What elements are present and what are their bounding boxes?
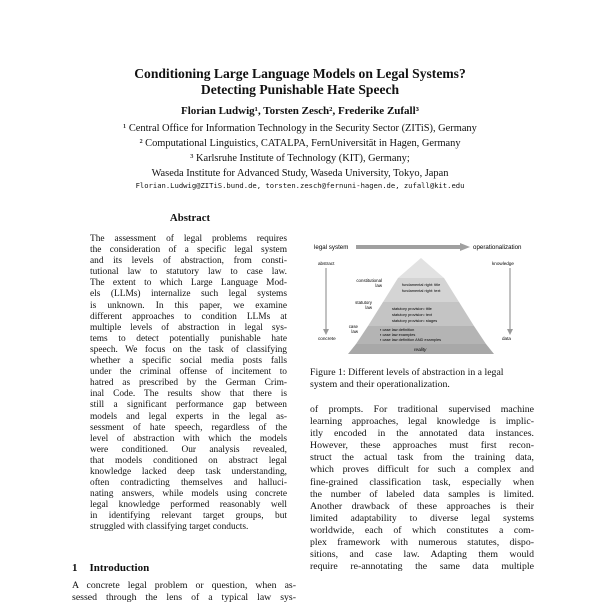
column2-line: Another drawback of these approaches is their [310,500,534,512]
affiliation-1: ¹ Central Office for Information Technology in the Security Sector (ZITiS), Germany [123,123,477,134]
column2-line: which proves difficult for such a complex and [310,464,534,476]
item-statutory-3: statutory provision: stages [392,318,438,323]
pyramid-apex [398,258,444,278]
figure-label-concrete: concrete [318,336,336,341]
section-title: Introduction [89,562,150,574]
figure-label-operationalization: operationalization [473,244,522,251]
abstract-line: struggled with classifying target conducts. [90,522,249,533]
figure-caption: Figure 1: Different levels of abstraction in a legal system and their operationalization. [310,367,504,390]
abstract-line: level of abstraction with which the models [90,433,287,444]
abstract-line: that models conditioned on abstract legal [90,455,287,466]
column2-line: However, these approaches must first recon- [310,440,534,452]
abstract-line: still a significant performance gap between [90,400,287,411]
abstract-line: the consideration of a specific legal system [90,245,287,256]
figure-label-data: data [502,336,511,341]
column2-line: of prompts. For traditional supervised machine [310,404,534,415]
authors: Florian Ludwig¹, Torsten Zesch², Frederike Zufall³ [181,105,419,117]
section-heading-introduction [72,562,149,574]
abstract-line: els (LLMs) internalize such legal systems [90,289,287,300]
item-case-2: ▪ case law examples [380,332,416,337]
column2-line: worldwide, each of which constitutes a com- [310,524,534,536]
section-number: 1 [72,562,78,574]
column2-line: plex framework with numerous statutes, dispo- [310,537,534,549]
abstract-line: legal knowledge performed reasonably well [90,500,287,511]
abstract-line: and its levels of abstraction, from consti- [90,256,287,267]
abstract-line: speech. We focus on the task of classifying [90,344,287,355]
item-constitutional-2: fundamental right: text [402,288,441,293]
abstract-line: knowledge lacked deep task understanding, [90,466,287,477]
item-case-1: ▪ case law definition [380,327,415,332]
right-column-body [310,404,534,573]
abstract-line: in identifying relevant target groups, but [90,511,287,522]
figure-label-abstract: abstract [318,261,335,266]
abstract-line: models and legal experts in the legal as- [90,411,287,422]
affiliation-2: ² Computational Linguistics, CATALPA, FernUniversität in Hagen, Germany [139,138,461,149]
abstract-line: tems to detect potentially punishable hate [90,333,287,344]
abstract-line: often contradicting themselves and halluci- [90,478,287,489]
abstract-line: hatred as prescribed by the German Crim- [90,378,287,389]
figure-arrow-right [507,329,513,335]
figure-arrow-horizontal [356,243,470,251]
item-case-3: ▪ case law definition AND examples [380,337,442,342]
abstract-body [90,234,287,534]
paper-title [0,66,600,98]
introduction-line: A concrete legal problem or question, when as- [72,580,296,591]
title-line-1: Conditioning Large Language Models on Legal Systems? [134,66,466,81]
abstract-line: different approaches to condition LLMs at [90,311,287,322]
level-label-reality: reality [414,347,427,352]
figure-label-legal-system: legal system [314,244,349,251]
column2-line: itly encoded in the annotated data instances. [310,428,534,440]
figure-label-knowledge: knowledge [492,261,514,266]
abstract-line: under the criminal offense of incitement to [90,367,287,378]
affiliations [0,121,600,181]
level-label-statutory: statutory law [355,300,372,310]
affiliation-3: ³ Karlsruhe Institute of Technology (KIT), Germany; [190,153,410,164]
column2-line: fine-grained classification task, especially when [310,476,534,488]
column2-line: struct the actual task from the training data, [310,452,534,464]
abstract-line: The extent to which Large Language Mod- [90,278,287,289]
affiliation-4: Waseda Institute for Advanced Study, Waseda University, Tokyo, Japan [151,168,449,179]
column2-line: require re-annotating the same data multiple [310,561,534,573]
abstract-line: whether a specific social media posts falls [90,356,287,367]
item-statutory-2: statutory provision: text [392,312,433,317]
item-constitutional-1: fundamental right: title [402,282,441,287]
title-line-2: Detecting Punishable Hate Speech [200,82,400,97]
item-statutory-1: statutory provision: title [392,306,432,311]
figure-legal-system-pyramid [310,240,532,362]
level-label-case: case law [348,324,358,334]
author-emails: Florian.Ludwig@ZITiS.bund.de, torsten.zesch@fernuni-hagen.de, zufall@kit.edu [135,181,465,190]
column2-line: limited adaptability to diverse legal systems [310,512,534,524]
abstract-heading: Abstract [169,212,211,224]
column2-line: the number of labeled data samples is limited. [310,488,534,500]
abstract-line: is unknown. In this paper, we examine [90,300,287,311]
column2-line: sitions, and case law. Adapting them would [310,549,534,561]
level-label-constitutional: constitutional law [356,278,382,288]
column2-line: learning approaches, legal knowledge is implic- [310,416,534,428]
abstract-line: inal Code. The results show that there is [90,389,287,400]
abstract-line: tutional law to statutory law to case law. [90,267,287,278]
introduction-line: sessed through the lens of a typical law sys- [72,591,296,603]
abstract-line: The assessment of legal problems requires [90,234,287,244]
abstract-line: nating answers, while models using concrete [90,489,287,500]
figure-arrow-left [323,329,329,335]
abstract-line: were conditioned. Our analysis revealed, [90,444,287,455]
abstract-line: sessment of hate speech, regardless of the [90,422,287,433]
abstract-line: multiple levels of abstraction in legal sys- [90,322,287,333]
